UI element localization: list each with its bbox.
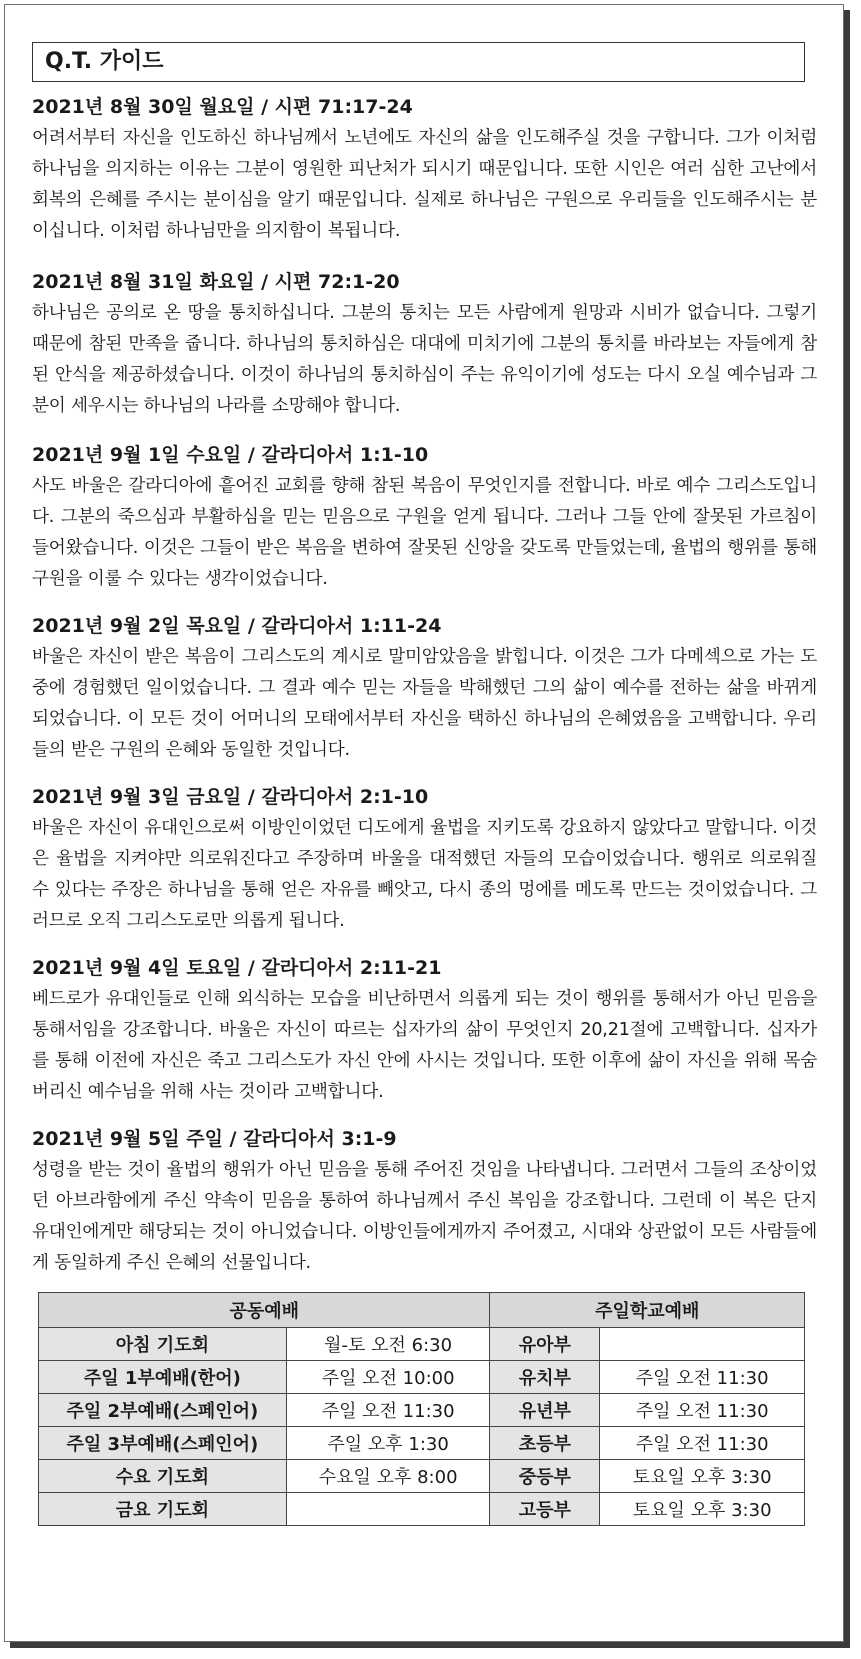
department-time: 주일 오전 11:30 [600,1394,805,1427]
entry-body: 바울은 자신이 받은 복음이 그리스도의 계시로 말미암았음을 밝힙니다. 이것은 그가 다메섹으로 가는 도중에 경험했던 일이었습니다. 그 결과 예수 믿는 자들을 박해했던 그의 삶이 예수를 전하는 삶을 바뀌게 되었습니다. 이 모든 것이 어머니의 모태에서부터 자신을 택하신 하나님의 은혜였음을 고백합니다. 우리들의 받은 구원의 은혜와 동일한 것입니다. [32,647,817,760]
entry-body: 베드로가 유대인들로 인해 외식하는 모습을 비난하면서 의롭게 되는 것이 행위를 통해서가 아닌 믿음을 통해서임을 강조합니다. 바울은 자신이 따르는 십자가의 삶이 무엇인지 20,21절에 고백합니다. 십자가를 통해 이전에 자신은 죽고 그리스도가 자신 안에 사시는 것입니다. 또한 이후에 삶이 자신을 위해 목숨버리신 예수님을 위해 사는 것이라 고백합니다. [32,989,817,1102]
entry-body: 어려서부터 자신을 인도하신 하나님께서 노년에도 자신의 삶을 인도해주실 것을 구합니다. 그가 이처럼 하나님을 의지하는 이유는 그분이 영원한 피난처가 되시기 때문입니다. 또한 시인은 여러 심한 고난에서 회복의 은혜를 주시는 분이심을 알기 때문입니다. 실제로 하나님은 구원으로 우리들을 인도해주시는 분이십니다. 이처럼 하나님만을 의지함이 복됩니다. [32,128,817,241]
service-name: 주일 1부예배(한어) [39,1361,287,1394]
service-time: 주일 오전 10:00 [286,1361,490,1394]
table-row [39,1361,805,1394]
entry-title: 2021년 8월 30일 월요일 / 시편 71:17-24 [32,96,413,118]
worship-schedule-table [38,1292,805,1526]
qt-entry [32,785,817,937]
entry-title: 2021년 8월 31일 화요일 / 시편 72:1-20 [32,271,400,293]
service-name: 아침 기도회 [39,1328,287,1361]
public-worship-header: 공동예배 [39,1293,490,1328]
service-name: 주일 2부예배(스페인어) [39,1394,287,1427]
qt-entry [32,1127,817,1279]
table-row [39,1328,805,1361]
department-time: 주일 오전 11:30 [600,1427,805,1460]
entry-title: 2021년 9월 1일 수요일 / 갈라디아서 1:1-10 [32,444,429,466]
service-time: 주일 오후 1:30 [286,1427,490,1460]
service-name: 금요 기도회 [39,1493,287,1526]
department-name: 유년부 [490,1394,600,1427]
entry-title: 2021년 9월 4일 토요일 / 갈라디아서 2:11-21 [32,957,442,979]
service-time: 월-토 오전 6:30 [286,1328,490,1361]
qt-entry [32,956,817,1108]
entry-title: 2021년 9월 3일 금요일 / 갈라디아서 2:1-10 [32,786,429,808]
schedule-header-row [39,1293,805,1328]
table-row [39,1493,805,1526]
qt-entry [32,270,817,422]
entry-body: 사도 바울은 갈라디아에 흩어진 교회를 향해 참된 복음이 무엇인지를 전합니다. 바로 예수 그리스도입니다. 그분의 죽으심과 부활하심을 믿는 믿음으로 구원을 얻게 됩니다. 그러나 그들 안에 잘못된 가르침이 들어왔습니다. 이것은 그들이 받은 복음을 변하여 잘못된 신앙을 갖도록 만들었는데, 율법의 행위를 통해 구원을 이룰 수 있다는 생각이었습니다. [32,476,817,589]
service-name: 주일 3부예배(스페인어) [39,1427,287,1460]
service-time [286,1493,490,1526]
department-name: 중등부 [490,1460,600,1493]
department-time: 토요일 오후 3:30 [600,1493,805,1526]
entry-body: 성령을 받는 것이 율법의 행위가 아닌 믿음을 통해 주어진 것임을 나타냅니다. 그러면서 그들의 조상이었던 아브라함에게 주신 약속이 믿음을 통하여 하나님께서 주신 복임을 강조합니다. 그런데 이 복은 단지 유대인에게만 해당되는 것이 아니었습니다. 이방인들에게까지 주어졌고, 시대와 상관없이 모든 사람들에게 동일하게 주신 은혜의 선물입니다. [32,1160,817,1273]
department-name: 초등부 [490,1427,600,1460]
department-time [600,1328,805,1361]
section-title: Q.T. 가이드 [32,42,805,82]
department-time: 토요일 오후 3:30 [600,1460,805,1493]
entry-title: 2021년 9월 5일 주일 / 갈라디아서 3:1-9 [32,1128,397,1150]
service-time: 수요일 오후 8:00 [286,1460,490,1493]
table-row [39,1460,805,1493]
table-row [39,1427,805,1460]
department-name: 유치부 [490,1361,600,1394]
table-row [39,1394,805,1427]
qt-entry [32,95,817,247]
qt-entry [32,614,817,766]
department-time: 주일 오전 11:30 [600,1361,805,1394]
entry-title: 2021년 9월 2일 목요일 / 갈라디아서 1:11-24 [32,615,442,637]
service-name: 수요 기도회 [39,1460,287,1493]
qt-entry [32,443,817,595]
entry-body: 바울은 자신이 유대인으로써 이방인이었던 디도에게 율법을 지키도록 강요하지 않았다고 말합니다. 이것은 율법을 지켜야만 의로워진다고 주장하며 바울을 대적했던 자들의 모습이었습니다. 행위로 의로워질 수 있다는 주장은 하나님을 통해 얻은 자유를 빼앗고, 다시 종의 멍에를 메도록 만드는 것이었습니다. 그러므로 오직 그리스도로만 의롭게 됩니다. [32,818,817,931]
service-time: 주일 오전 11:30 [286,1394,490,1427]
entry-body: 하나님은 공의로 온 땅을 통치하십니다. 그분의 통치는 모든 사람에게 원망과 시비가 없습니다. 그렇기 때문에 참된 만족을 줍니다. 하나님의 통치하심은 대대에 미치기에 그분의 통치를 바라보는 자들에게 참된 안식을 제공하셨습니다. 이것이 하나님의 통치하심이 주는 유익이기에 성도는 다시 오실 예수님과 그분이 세우시는 하나님의 나라를 소망해야 합니다. [32,303,817,416]
sunday-school-header: 주일학교예배 [490,1293,805,1328]
department-name: 유아부 [490,1328,600,1361]
department-name: 고등부 [490,1493,600,1526]
